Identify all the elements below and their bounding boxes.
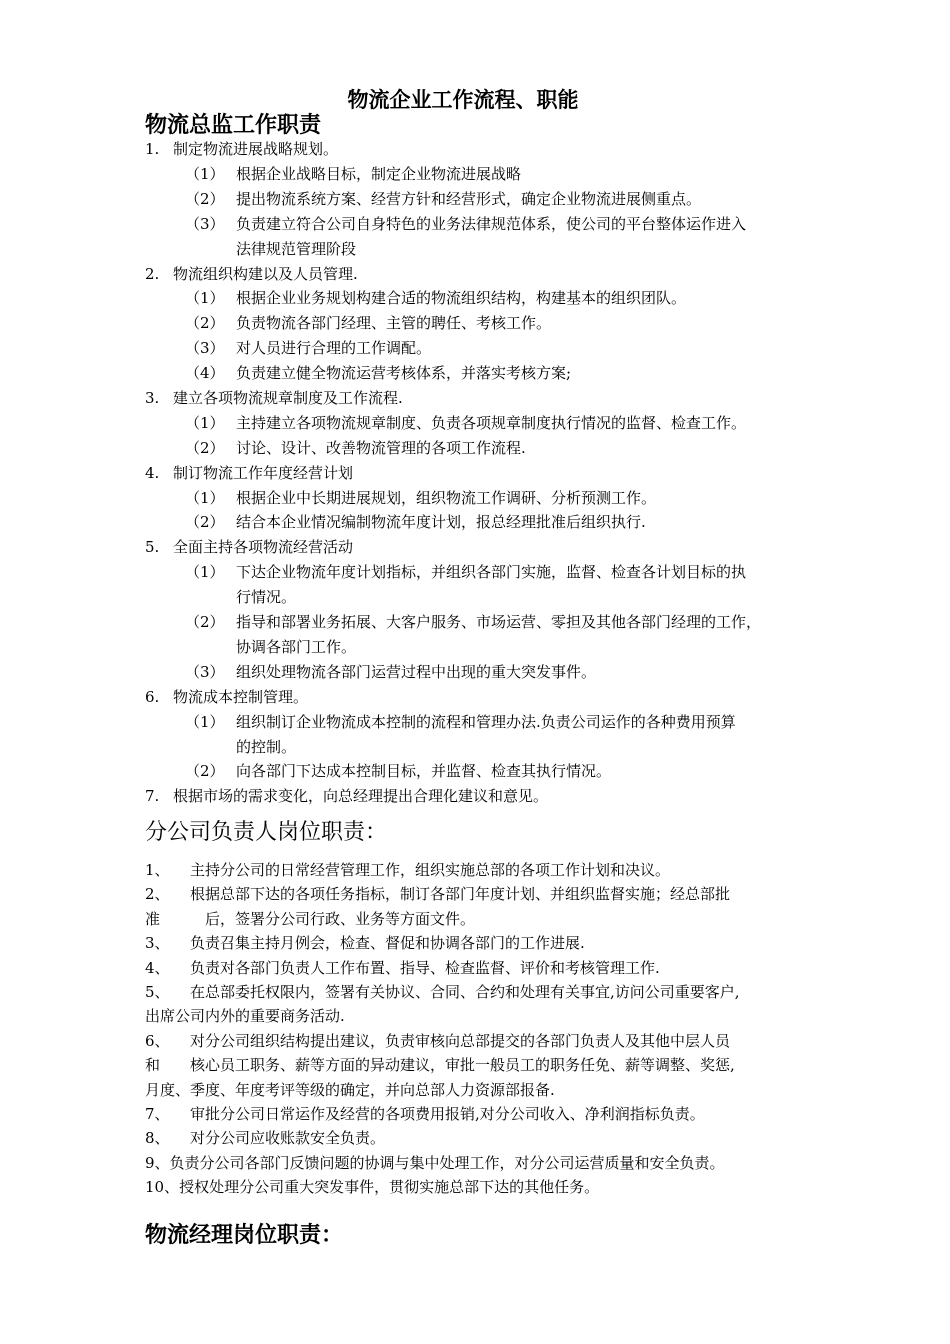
duty-number: 6、 [145,1032,170,1050]
duty-text: 对分公司组织结构提出建议，负责审核向总部提交的各部门负责人及其他中层人员 [190,1032,731,1050]
sub-item-number: （3） [185,663,225,681]
duty-number: 1、 [145,861,170,879]
sub-item-number: （2） [185,190,225,208]
sub-item-text: 根据企业战略目标，制定企业物流进展战略 [236,165,522,183]
item-text: 全面主持各项物流经营活动 [173,538,354,556]
sub-item-text: 下达企业物流年度计划指标，并组织各部门实施，监督、检查各计划目标的执 [236,563,747,581]
duty-number: 7、 [145,1105,170,1123]
item-text: 建立各项物流规章制度及工作流程. [173,389,403,407]
sub-item-text: 法律规范管理阶段 [236,240,357,258]
duty-text: 对分公司应收账款安全负责。 [190,1129,386,1147]
duty-number: 8、 [145,1129,170,1147]
duty-number: 4、 [145,959,170,977]
sub-item-text: 负责物流各部门经理、主管的聘任、考核工作。 [236,314,552,332]
sub-item-text: 讨论、设计、改善物流管理的各项工作流程. [236,439,526,457]
sub-item-text: 协调各部门工作。 [236,638,357,656]
duty-number: 2、 [145,885,170,903]
item-number: 5. [145,538,160,556]
duty-text: 负责召集主持月例会，检查、督促和协调各部门的工作进展. [190,934,585,952]
duty-text: 和 核心员工职务、薪等方面的异动建议，审批一般员工的职务任免、薪等调整、奖惩, [145,1056,735,1074]
sub-item-text: 向各部门下达成本控制目标，并监督、检查其执行情况。 [236,762,612,780]
sub-item-number: （1） [185,713,225,731]
duty-text: 负责对各部门负责人工作布置、指导、检查监督、评价和考核管理工作. [190,959,660,977]
duty-text: 根据总部下达的各项任务指标，制订各部门年度计划、并组织监督实施；经总部批 [190,885,731,903]
sub-item-text: 的控制。 [236,738,297,756]
item-number: 7. [145,787,160,805]
item-text: 制定物流进展战略规划。 [173,140,339,158]
sub-item-number: （1） [185,489,225,507]
sub-item-text: 指导和部署业务拓展、大客户服务、市场运营、零担及其他各部门经理的工作， [236,613,762,631]
duty-text: 9、负责分公司各部门反馈问题的协调与集中处理工作，对分公司运营质量和安全负责。 [145,1154,725,1172]
duty-text: 在总部委托权限内，签署有关协议、合同、合约和处理有关事宜,访问公司重要客户, [190,983,740,1001]
item-number: 3. [145,389,160,407]
item-number: 2. [145,265,160,283]
sub-item-number: （1） [185,165,225,183]
duty-text: 主持分公司的日常经营管理工作，组织实施总部的各项工作计划和决议。 [190,861,671,879]
sub-item-text: 主持建立各项物流规章制度、负责各项规章制度执行情况的监督、检查工作。 [236,414,747,432]
sub-item-text: 组织处理物流各部门运营过程中出现的重大突发事件。 [236,663,597,681]
section-heading-logistics-director: 物流总监工作职责 [145,112,322,138]
section-heading-logistics-manager: 物流经理岗位职责： [145,1222,344,1248]
sub-item-text: 根据企业业务规划构建合适的物流组织结构，构建基本的组织团队。 [236,289,687,307]
sub-item-number: （2） [185,513,225,531]
duty-text: 准 后，签署分公司行政、业务等方面文件。 [145,910,476,928]
item-number: 6. [145,688,160,706]
sub-item-number: （3） [185,339,225,357]
section-heading-branch-manager: 分公司负责人岗位职责： [145,820,388,845]
duty-text: 出席公司内外的重要商务活动. [145,1007,345,1025]
sub-item-text: 对人员进行合理的工作调配。 [236,339,432,357]
item-text: 物流成本控制管理。 [173,688,309,706]
sub-item-number: （2） [185,762,225,780]
duty-text: 月度、季度、年度考评等级的确定，并向总部人力资源部报备. [145,1081,555,1099]
sub-item-text: 根据企业中长期进展规划，组织物流工作调研、分析预测工作。 [236,489,657,507]
item-number: 1. [145,140,160,158]
duty-text: 审批分公司日常运作及经营的各项费用报销,对分公司收入、净利润指标负责。 [190,1105,705,1123]
sub-item-number: （2） [185,613,225,631]
sub-item-number: （1） [185,289,225,307]
sub-item-text: 负责建立符合公司自身特色的业务法律规范体系，使公司的平台整体运作进入 [236,215,747,233]
sub-item-number: （1） [185,563,225,581]
item-text: 制订物流工作年度经营计划 [173,464,354,482]
sub-item-number: （4） [185,364,225,382]
item-text: 根据市场的需求变化，向总经理提出合理化建议和意见。 [173,787,549,805]
duty-number: 3、 [145,934,170,952]
sub-item-text: 负责建立健全物流运营考核体系，并落实考核方案; [236,364,572,382]
item-number: 4. [145,464,160,482]
sub-item-number: （1） [185,414,225,432]
duty-number: 5、 [145,983,170,1001]
sub-item-text: 行情况。 [236,588,297,606]
document-title: 物流企业工作流程、职能 [347,87,579,112]
item-text: 物流组织构建以及人员管理. [173,265,358,283]
sub-item-text: 提出物流系统方案、经营方针和经营形式，确定企业物流进展侧重点。 [236,190,702,208]
duty-text: 10、授权处理分公司重大突发事件，贯彻实施总部下达的其他任务。 [145,1178,600,1196]
sub-item-number: （2） [185,314,225,332]
sub-item-text: 组织制订企业物流成本控制的流程和管理办法.负责公司运作的各种费用预算 [236,713,736,731]
sub-item-number: （2） [185,439,225,457]
sub-item-text: 结合本企业情况编制物流年度计划，报总经理批准后组织执行. [236,513,646,531]
sub-item-number: （3） [185,215,225,233]
